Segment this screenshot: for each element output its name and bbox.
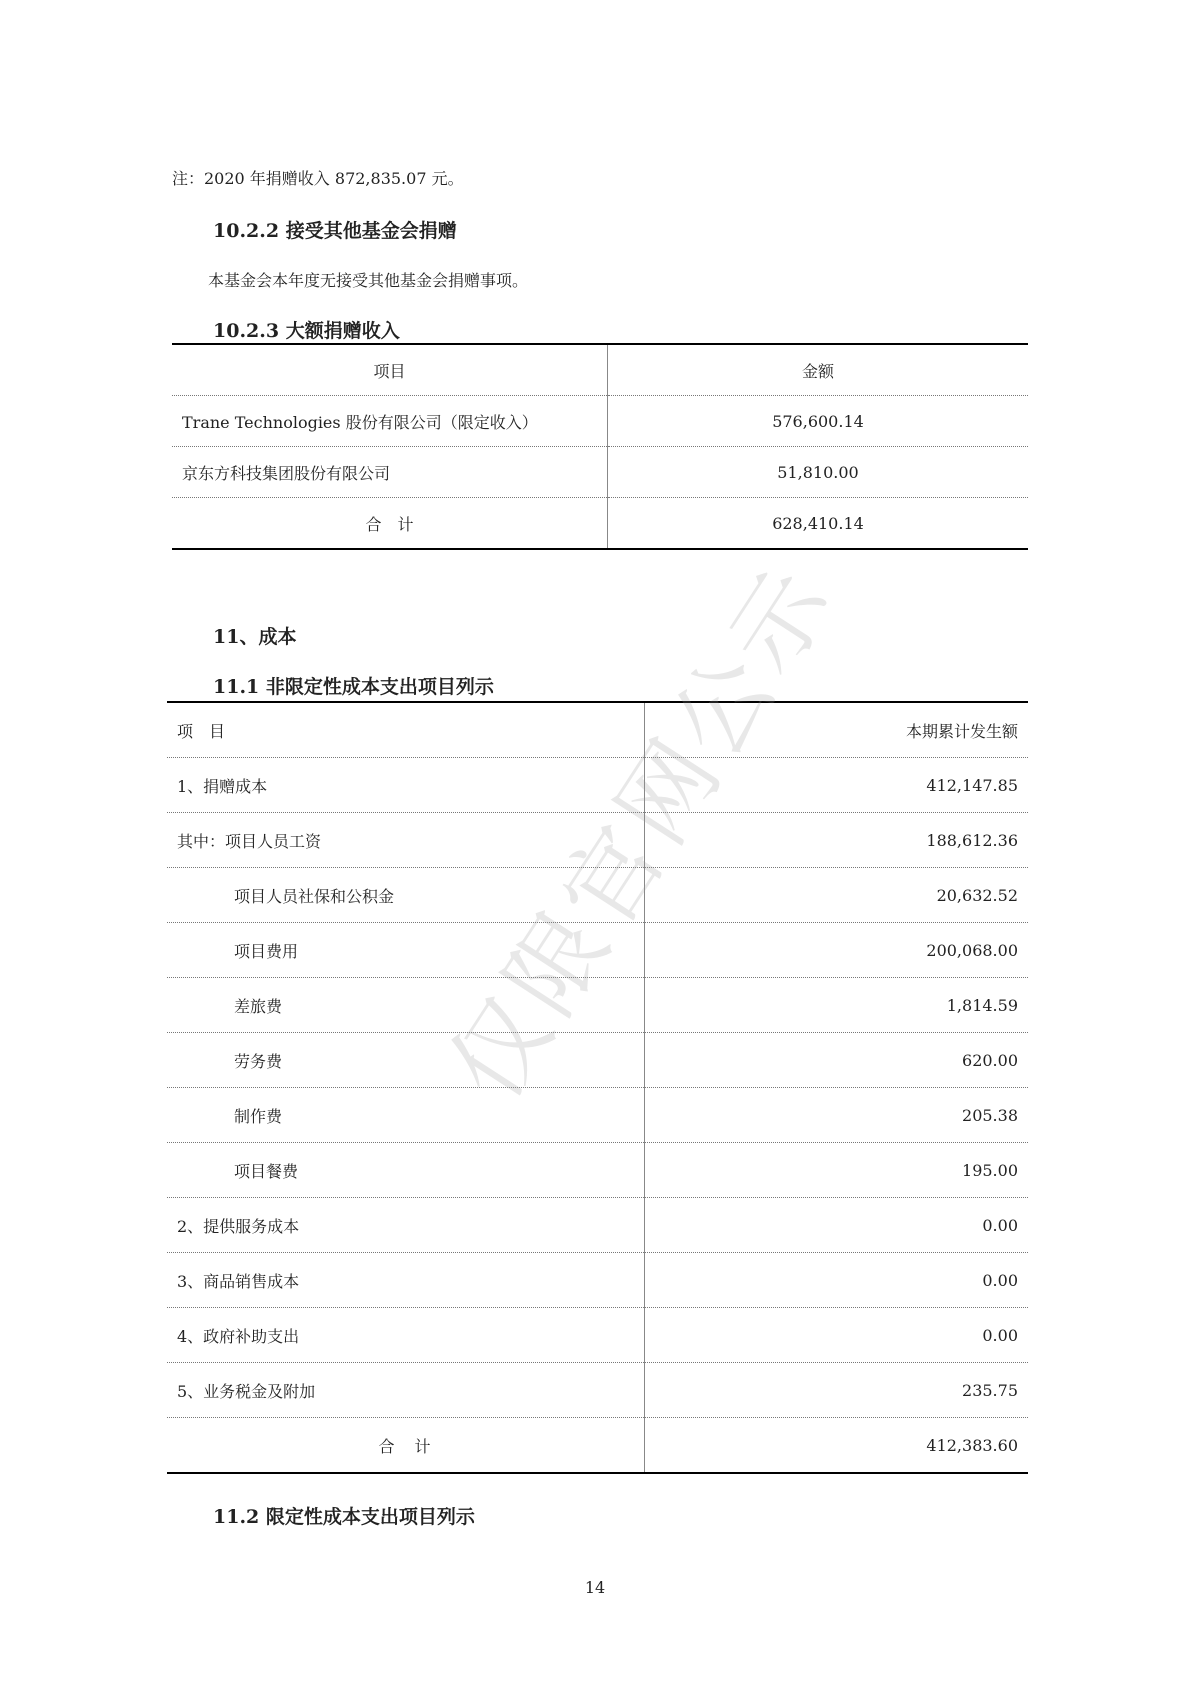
row-item: 4、政府补助支出 [167, 1308, 645, 1363]
row-item: Trane Technologies 股份有限公司（限定收入） [172, 396, 608, 447]
row-item: 差旅费 [167, 978, 645, 1033]
table-row [167, 1033, 1028, 1088]
total-amount: 412,383.60 [926, 1435, 1018, 1455]
table-row [167, 1363, 1028, 1418]
watermark: 仅限官网公示 [428, 545, 856, 1120]
row-item: 项目餐费 [167, 1143, 645, 1198]
header-amount: 本期累计发生额 [645, 702, 1029, 758]
table-row [167, 813, 1028, 868]
paragraph-10-2-2: 本基金会本年度无接受其他基金会捐赠事项。 [208, 271, 529, 290]
row-item: 2、提供服务成本 [167, 1198, 645, 1253]
row-item: 项目人员社保和公积金 [167, 868, 645, 923]
heading-10-2-2: 10.2.2 接受其他基金会捐赠 [213, 220, 457, 242]
row-amount: 412,147.85 [645, 758, 1029, 813]
row-amount: 205.38 [645, 1088, 1029, 1143]
row-item: 劳务费 [167, 1033, 645, 1088]
header-amount: 金额 [608, 344, 1029, 396]
row-item: 京东方科技集团股份有限公司 [172, 447, 608, 498]
header-item: 项目 [172, 344, 608, 396]
header-item: 项 目 [167, 702, 645, 758]
row-item: 3、商品销售成本 [167, 1253, 645, 1308]
table-row [167, 1253, 1028, 1308]
total-label: 合 计 [172, 498, 608, 550]
row-amount: 51,810.00 [608, 447, 1029, 498]
donation-note: 注：2020 年捐赠收入 872,835.07 元。 [172, 169, 464, 188]
unrestricted-cost-table [167, 701, 1028, 1474]
table-row [167, 923, 1028, 978]
table-total-row [167, 1418, 1028, 1474]
large-donation-table [172, 343, 1028, 550]
row-amount: 0.00 [645, 1308, 1029, 1363]
table-row [167, 758, 1028, 813]
row-item: 制作费 [167, 1088, 645, 1143]
table-row [167, 1143, 1028, 1198]
table-row [167, 868, 1028, 923]
row-amount: 576,600.14 [608, 396, 1029, 447]
row-amount: 1,814.59 [645, 978, 1029, 1033]
page-number: 14 [584, 1578, 606, 1597]
row-amount: 0.00 [645, 1253, 1029, 1308]
table-row [167, 1088, 1028, 1143]
heading-11-2: 11.2 限定性成本支出项目列示 [213, 1506, 475, 1528]
total-label: 合 计 [167, 1418, 645, 1474]
table-row [167, 1308, 1028, 1363]
table-row [167, 978, 1028, 1033]
row-amount: 620.00 [645, 1033, 1029, 1088]
row-amount: 20,632.52 [645, 868, 1029, 923]
heading-11: 11、成本 [213, 626, 297, 648]
row-item: 5、业务税金及附加 [167, 1363, 645, 1418]
row-item: 1、捐赠成本 [167, 758, 645, 813]
row-amount: 0.00 [645, 1198, 1029, 1253]
total-amount: 628,410.14 [772, 513, 864, 533]
table-row [172, 447, 1028, 498]
row-amount: 195.00 [645, 1143, 1029, 1198]
table-header-row [167, 702, 1028, 758]
row-item: 项目费用 [167, 923, 645, 978]
table-row [172, 396, 1028, 447]
row-item: 其中：项目人员工资 [167, 813, 645, 868]
table-row [167, 1198, 1028, 1253]
heading-10-2-3: 10.2.3 大额捐赠收入 [213, 320, 400, 342]
row-amount: 200,068.00 [645, 923, 1029, 978]
row-amount: 188,612.36 [645, 813, 1029, 868]
row-amount: 235.75 [645, 1363, 1029, 1418]
heading-11-1: 11.1 非限定性成本支出项目列示 [213, 676, 494, 698]
table-header-row [172, 344, 1028, 396]
table-total-row [172, 498, 1028, 550]
